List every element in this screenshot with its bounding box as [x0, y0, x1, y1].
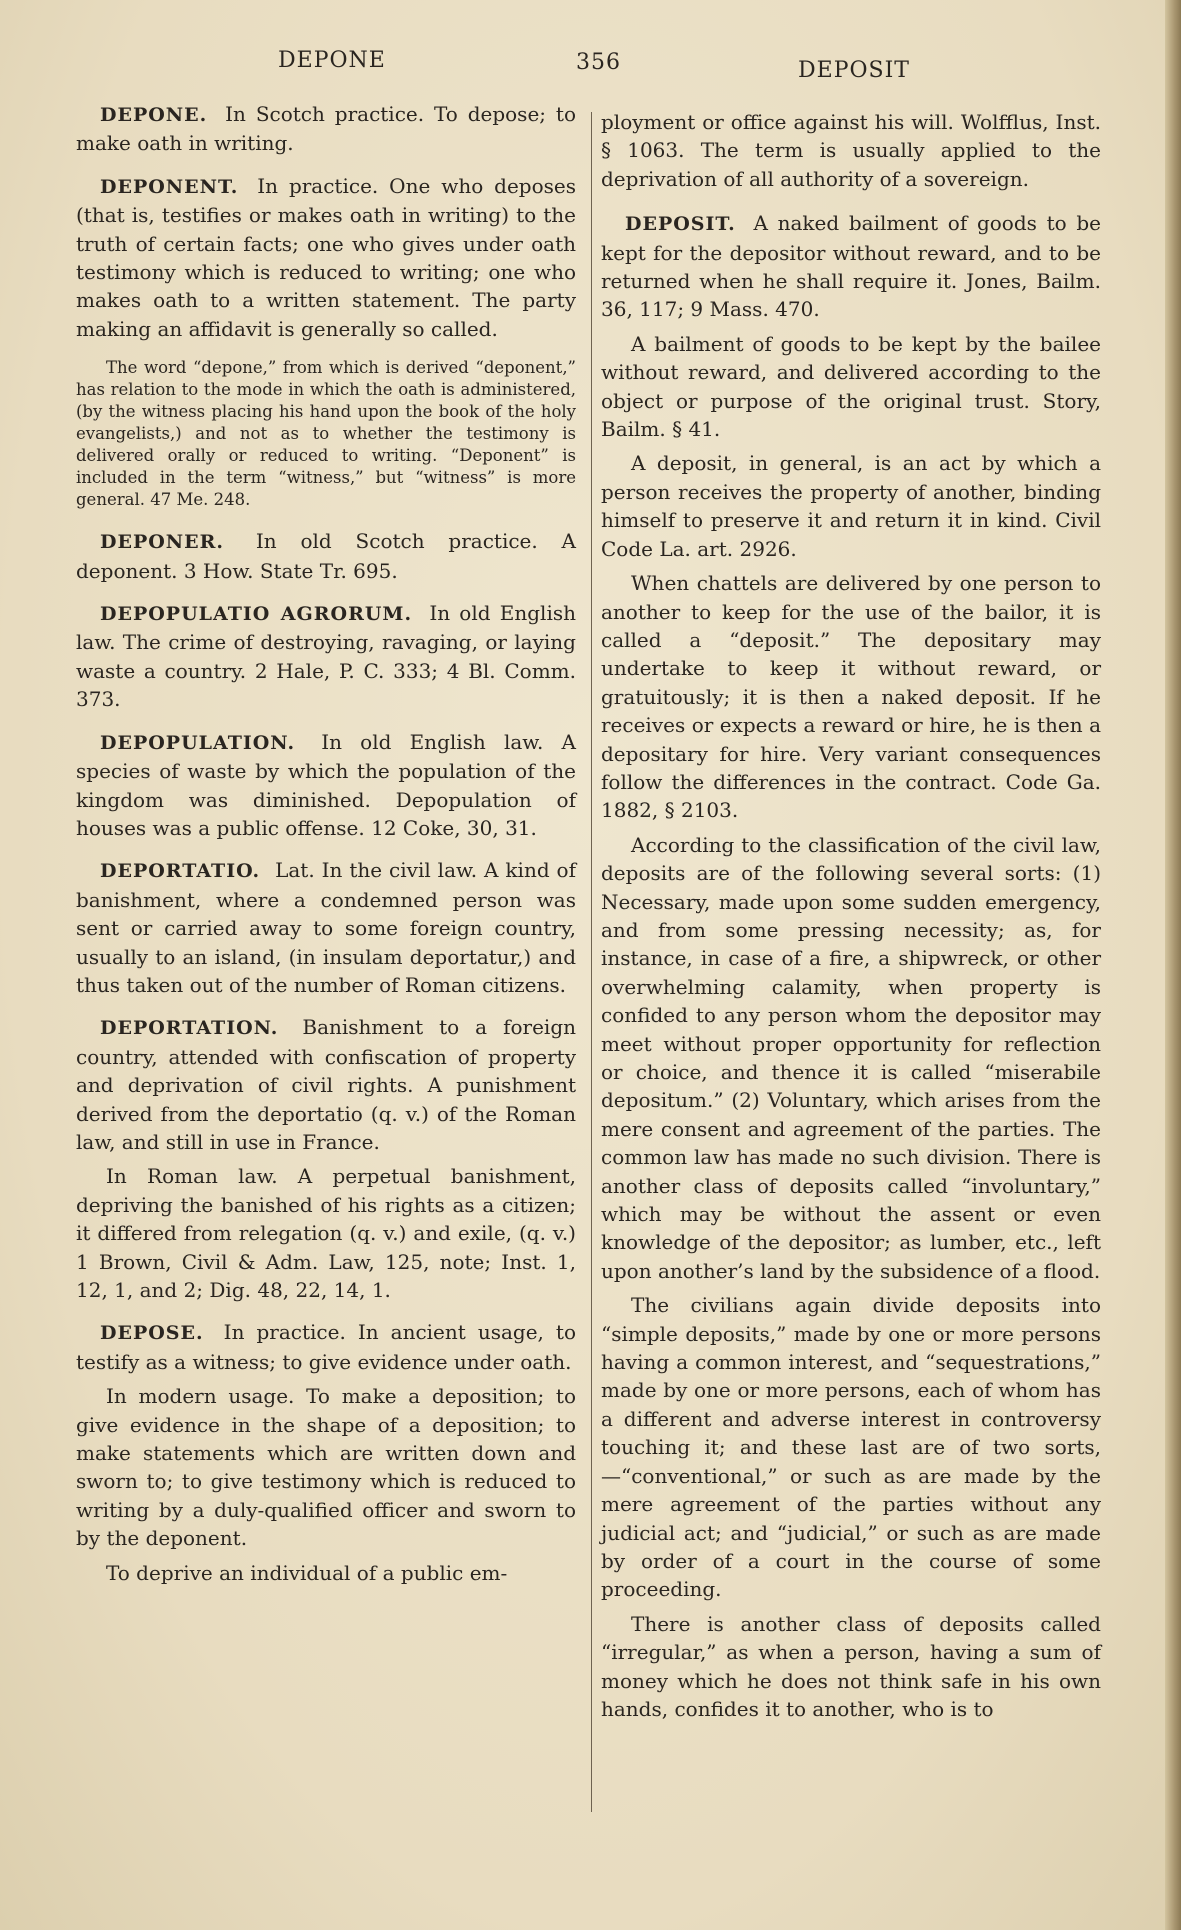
entry-paragraph: According to the classification of the civil law, deposits are of the following several sorts: (1) Necessary, made upon some sudden emergency, and from some pressing necessity; as, for instance, in case of a fire, a shipwreck, or other overwhelming calamity, when property is confided to any person whom the depositor may meet without proper opportunity for reflection or choice, and thence it is called “miserabile depositum.” (2) Voluntary, which arises from the mere consent and agreement of the parties. The common law has made no such division. There is another class of deposits called “involuntary,” which may be without the assent or even knowledge of the depositor; as lumber, etc., left upon another’s land by the subsidence of a flood. — [601, 832, 1101, 1283]
right-column — [601, 108, 1101, 1729]
entry-paragraph: In Roman law. A perpetual banishment, depriving the banished of his rights as a citizen; it differed from relegation (q. v.) and exile, (q. v.) 1 Brown, Civil & Adm. Law, 125, note; Inst. 1, 12, 1, and 2; Dig. 48, 22, 14, 1. — [76, 1164, 576, 1302]
header-right-guide-word: DEPOSIT — [798, 58, 910, 83]
entry-deponent — [76, 172, 576, 343]
entry-text: Lat. In the civil law. A kind of banishment, where a condemned person was sent or carried away to some foreign country, usually to an island, (in insulam deportatur,) and thus taken out of the number of Roman citizens. — [76, 858, 577, 997]
entry-paragraph: The civilians again divide deposits into “simple deposits,” made by one or more persons having a common interest, and “sequestrations,” made by one or more persons, each of whom has a different and adverse interest in controversy touching it; and these last are of two sorts,—“conventional,” or such as are made by the mere agreement of the parties without any judicial act; and “judicial,” or such as are made by order of a court in the course of some proceeding. — [601, 1293, 1101, 1602]
entry-paragraph: To deprive an individual of a public em- — [106, 1560, 508, 1585]
entry-paragraph: There is another class of deposits called “irregular,” as when a person, having a sum of money which he does not think safe in his own hands, confides it to another, who is to — [601, 1611, 1101, 1721]
entry-term: DEPORTATIO. — [100, 860, 261, 883]
page-number: 356 — [576, 50, 621, 75]
entry-term: DEPONENT. — [100, 175, 239, 198]
entry-text: In practice. In ancient usage, to testify as a witness; to give evidence under oath. — [76, 1320, 577, 1374]
entry-paragraph: A bailment of goods to be kept by the bailee without reward, and delivered according to the object or purpose of the original trust. Story, Bailm. § 41. — [601, 331, 1101, 442]
entry-term: DEPORTATION. — [100, 1017, 279, 1040]
page-edge — [1165, 0, 1181, 1930]
entry-paragraph: In modern usage. To make a deposition; to give evidence in the shape of a deposition; to make statements which are written down and sworn to; to give testimony which is reduced to writing by a duly-qualified officer and sworn to by the deponent. — [76, 1384, 576, 1551]
entry-depone — [76, 100, 576, 158]
entry-deportatio — [76, 856, 576, 999]
entry-paragraph: A deposit, in general, is an act by which a person receives the property of another, binding himself to preserve it and return it in kind. Civil Code La. art. 2926. — [601, 451, 1101, 561]
running-header — [0, 48, 1160, 88]
entry-deposit — [601, 209, 1101, 324]
entry-term: DEPONE. — [100, 104, 208, 126]
entry-paragraph: When chattels are delivered by one person to another to keep for the use of the bailor, it is called a “deposit.” The depositary may undertake to keep it without reward, or gratuitously; it is then a naked deposit. If he receives or expects a reward or hire, he is then a depositary for hire. Very variant consequences follow the differences in the contract. Code Ga. 1882, § 2103. — [601, 571, 1101, 823]
entry-text: In Scotch practice. To depose; to make oath in writing. — [76, 102, 576, 156]
entry-term: DEPOPULATION. — [100, 731, 296, 754]
entry-depose — [76, 1318, 576, 1376]
entry-term: DEPOSE. — [100, 1322, 204, 1345]
entry-term: DEPOSIT. — [625, 213, 736, 236]
left-column — [76, 100, 576, 1593]
entry-text: In old English law. The crime of destroying, ravaging, or laying waste a country. 2 Hale, P. C. 333; 4 Bl. Comm. 373. — [76, 601, 576, 712]
entry-term: DEPONER. — [100, 531, 225, 554]
entry-depopulation — [76, 728, 576, 843]
entry-note: The word “depone,” from which is derived “deponent,” has relation to the mode in which the oath is administered, (by the witness placing his hand upon the book of the holy evangelists,) and not as to whether the testimony is delivered orally or reduced to writing. “Deponent” is included in the term “witness,” but “witness” is more general. 47 Me. 248. — [76, 358, 576, 510]
entry-deponer — [76, 527, 576, 585]
entry-deportation — [76, 1013, 576, 1156]
entry-term: DEPOPULATIO AGRORUM. — [100, 603, 413, 626]
entry-text: In old English law. A species of waste by which the population of the kingdom was diminished. Depopulation of houses was a public offense. 12 Coke, 30, 31. — [76, 729, 576, 840]
entry-text: In old Scotch practice. A deponent. 3 How. State Tr. 695. — [76, 529, 577, 583]
entry-depopulatio-agrorum — [76, 599, 576, 714]
continuation-text: ployment or office against his will. Wolfflus, Inst. § 1063. The term is usually applied to the deprivation of all authority of a sovereign. — [601, 110, 1101, 191]
entry-text: A naked bailment of goods to be kept for the depositor without reward, and to be returned when he shall require it. Jones, Bailm. 36, 117; 9 Mass. 470. — [601, 211, 1102, 322]
entry-text: Banishment to a foreign country, attended with confiscation of property and deprivation of civil rights. A punishment derived from the deportatio (q. v.) of the Roman law, and still in use in France. — [76, 1015, 576, 1154]
header-left-guide-word: DEPONE — [278, 48, 386, 73]
column-divider — [591, 112, 592, 1812]
entry-text: In practice. One who deposes (that is, testifies or makes oath in writing) to the truth of certain facts; one who gives under oath testimony which is reduced to writing; one who makes oath to a written statement. The party making an affidavit is generally so called. — [76, 173, 577, 341]
